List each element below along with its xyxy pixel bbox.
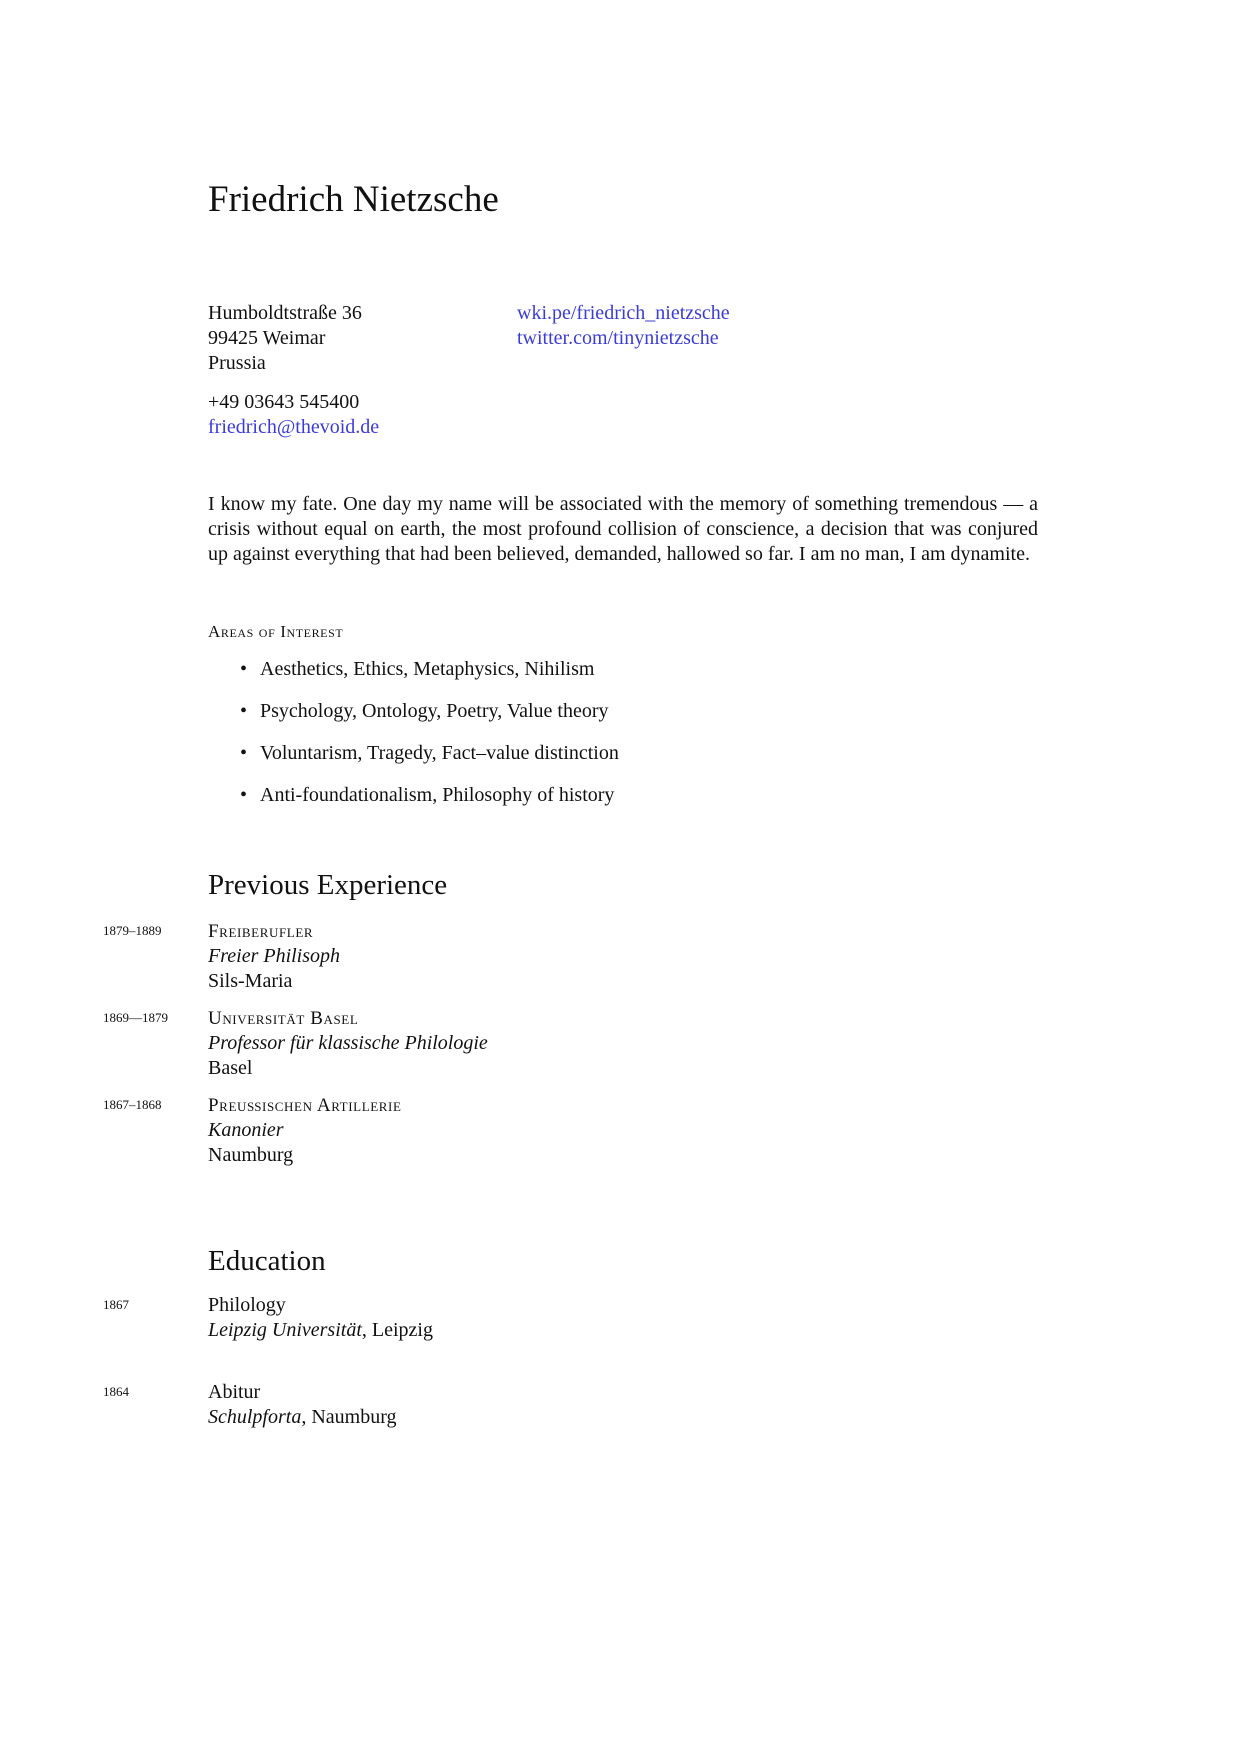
education-year: 1864 bbox=[103, 1384, 129, 1399]
page-title: Friedrich Nietzsche bbox=[208, 179, 499, 220]
interests-heading: Areas of Interest bbox=[208, 622, 344, 641]
education-location: , Naumburg bbox=[301, 1406, 397, 1428]
email-link[interactable]: friedrich@thevoid.de bbox=[208, 416, 380, 438]
address-street: Humboldtstraße 36 bbox=[208, 302, 362, 324]
experience-role: Kanonier bbox=[208, 1119, 284, 1141]
experience-location: Basel bbox=[208, 1057, 253, 1079]
experience-dates: 1879–1889 bbox=[103, 923, 162, 938]
education-institution: Leipzig Universität bbox=[208, 1319, 362, 1341]
wiki-link[interactable]: wki.pe/friedrich_nietzsche bbox=[517, 302, 730, 324]
education-year: 1867 bbox=[103, 1297, 129, 1312]
education-heading: Education bbox=[208, 1245, 326, 1277]
interest-item: • Psychology, Ontology, Poetry, Value theory bbox=[240, 698, 619, 724]
address-city: 99425 Weimar bbox=[208, 327, 326, 349]
education-degree: Philology bbox=[208, 1294, 286, 1316]
experience-organization: Preußischen Artillerie bbox=[208, 1095, 402, 1116]
address-country: Prussia bbox=[208, 352, 266, 374]
summary-paragraph: I know my fate. One day my name will be associated with the memory of something tremendous — a crisis without equal on earth, the most profound collision of conscience, a decision that was conjured up against everything that had been believed, demanded, hallowed so far. I am no man, I am dynamite. bbox=[208, 493, 1038, 565]
experience-location: Naumburg bbox=[208, 1144, 294, 1166]
interests-list bbox=[240, 656, 619, 824]
education-location: , Leipzig bbox=[361, 1319, 433, 1341]
experience-heading: Previous Experience bbox=[208, 869, 448, 901]
postal-address bbox=[208, 301, 362, 376]
phone-number: +49 03643 545400 bbox=[208, 391, 360, 413]
experience-role: Freier Philisoph bbox=[208, 945, 341, 967]
twitter-link[interactable]: twitter.com/tinynietzsche bbox=[517, 327, 719, 349]
experience-dates: 1869—1879 bbox=[103, 1010, 168, 1025]
contact-details bbox=[208, 390, 379, 440]
interest-item: • Anti-foundationalism, Philosophy of history bbox=[240, 782, 619, 808]
online-profiles bbox=[517, 301, 730, 351]
experience-role: Professor für klassische Philologie bbox=[208, 1032, 488, 1054]
experience-location: Sils-Maria bbox=[208, 970, 293, 992]
interest-item: • Voluntarism, Tragedy, Fact–value distinction bbox=[240, 740, 619, 766]
education-degree: Abitur bbox=[208, 1381, 261, 1403]
experience-organization: Freiberufler bbox=[208, 921, 314, 942]
interest-item: • Aesthetics, Ethics, Metaphysics, Nihilism bbox=[240, 656, 619, 682]
education-institution: Schulpforta bbox=[208, 1406, 302, 1428]
experience-organization: Universität Basel bbox=[208, 1008, 359, 1029]
experience-dates: 1867–1868 bbox=[103, 1097, 162, 1112]
